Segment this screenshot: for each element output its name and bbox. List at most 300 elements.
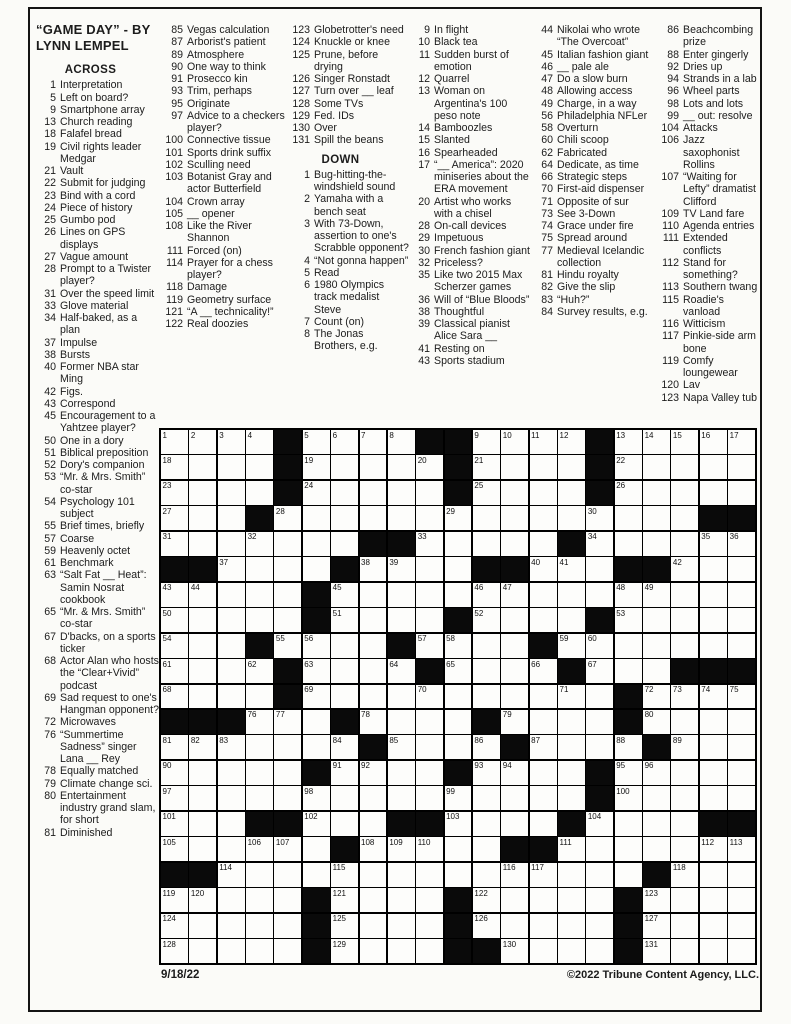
grid-cell[interactable] (586, 506, 613, 530)
grid-cell[interactable] (530, 710, 557, 734)
grid-cell[interactable] (161, 506, 188, 530)
grid-cell[interactable] (530, 608, 557, 632)
grid-cell[interactable] (360, 786, 387, 810)
grid-cell[interactable] (189, 888, 216, 912)
grid-cell[interactable] (473, 608, 500, 632)
grid-cell[interactable] (445, 685, 472, 709)
grid-cell[interactable] (530, 888, 557, 912)
grid-cell[interactable] (473, 634, 500, 658)
grid-cell[interactable] (615, 532, 642, 556)
grid-cell[interactable] (161, 812, 188, 836)
grid-cell[interactable] (218, 812, 245, 836)
grid-cell[interactable] (274, 634, 301, 658)
grid-cell[interactable] (728, 735, 755, 759)
grid-cell[interactable] (643, 583, 670, 607)
grid-cell[interactable] (473, 914, 500, 938)
grid-cell[interactable] (473, 532, 500, 556)
grid-cell[interactable] (671, 455, 698, 479)
grid-cell[interactable] (274, 532, 301, 556)
grid-cell[interactable] (246, 735, 273, 759)
grid-cell[interactable] (700, 914, 727, 938)
grid-cell[interactable] (189, 659, 216, 683)
grid-cell[interactable] (558, 608, 585, 632)
grid-cell[interactable] (501, 863, 528, 887)
grid-cell[interactable] (360, 685, 387, 709)
grid-cell[interactable] (530, 455, 557, 479)
grid-cell[interactable] (643, 786, 670, 810)
grid-cell[interactable] (360, 608, 387, 632)
grid-cell[interactable] (643, 685, 670, 709)
grid-cell[interactable] (445, 710, 472, 734)
grid-cell[interactable] (416, 557, 443, 581)
grid-cell[interactable] (331, 634, 358, 658)
grid-cell[interactable] (218, 863, 245, 887)
grid-cell[interactable] (274, 837, 301, 861)
grid-cell[interactable] (700, 939, 727, 963)
grid-cell[interactable] (218, 506, 245, 530)
grid-cell[interactable] (615, 506, 642, 530)
grid-cell[interactable] (416, 583, 443, 607)
grid-cell[interactable] (558, 557, 585, 581)
grid-cell[interactable] (246, 685, 273, 709)
grid-cell[interactable] (388, 735, 415, 759)
grid-cell[interactable] (246, 557, 273, 581)
grid-cell[interactable] (274, 583, 301, 607)
grid-cell[interactable] (331, 685, 358, 709)
grid-cell[interactable] (246, 914, 273, 938)
grid-cell[interactable] (274, 710, 301, 734)
grid-cell[interactable] (643, 659, 670, 683)
grid-cell[interactable] (643, 608, 670, 632)
grid-cell[interactable] (700, 634, 727, 658)
grid-cell[interactable] (643, 455, 670, 479)
grid-cell[interactable] (530, 761, 557, 785)
grid-cell[interactable] (558, 786, 585, 810)
grid-cell[interactable] (530, 863, 557, 887)
grid-cell[interactable] (671, 786, 698, 810)
grid-cell[interactable] (218, 481, 245, 505)
grid-cell[interactable] (388, 608, 415, 632)
grid-cell[interactable] (189, 634, 216, 658)
grid-cell[interactable] (416, 914, 443, 938)
grid-cell[interactable] (671, 812, 698, 836)
grid-cell[interactable] (161, 481, 188, 505)
grid-cell[interactable] (615, 430, 642, 454)
grid-cell[interactable] (671, 888, 698, 912)
grid-cell[interactable] (161, 455, 188, 479)
grid-cell[interactable] (586, 583, 613, 607)
grid-cell[interactable] (331, 608, 358, 632)
grid-cell[interactable] (360, 634, 387, 658)
grid-cell[interactable] (416, 481, 443, 505)
grid-cell[interactable] (274, 914, 301, 938)
grid-cell[interactable] (700, 786, 727, 810)
grid-cell[interactable] (388, 506, 415, 530)
grid-cell[interactable] (246, 430, 273, 454)
grid-cell[interactable] (530, 735, 557, 759)
grid-cell[interactable] (700, 685, 727, 709)
grid-cell[interactable] (331, 786, 358, 810)
grid-cell[interactable] (388, 455, 415, 479)
grid-cell[interactable] (303, 812, 330, 836)
grid-cell[interactable] (360, 557, 387, 581)
grid-cell[interactable] (303, 685, 330, 709)
grid-cell[interactable] (558, 506, 585, 530)
grid-cell[interactable] (360, 710, 387, 734)
grid-cell[interactable] (586, 659, 613, 683)
grid-cell[interactable] (331, 863, 358, 887)
grid-cell[interactable] (303, 659, 330, 683)
grid-cell[interactable] (728, 888, 755, 912)
grid-cell[interactable] (388, 430, 415, 454)
grid-cell[interactable] (445, 583, 472, 607)
grid-cell[interactable] (643, 532, 670, 556)
grid-cell[interactable] (671, 506, 698, 530)
grid-cell[interactable] (161, 761, 188, 785)
grid-cell[interactable] (728, 761, 755, 785)
grid-cell[interactable] (643, 710, 670, 734)
grid-cell[interactable] (388, 710, 415, 734)
grid-cell[interactable] (331, 812, 358, 836)
grid-cell[interactable] (161, 735, 188, 759)
grid-cell[interactable] (303, 634, 330, 658)
grid-cell[interactable] (558, 837, 585, 861)
grid-cell[interactable] (331, 761, 358, 785)
grid-cell[interactable] (501, 710, 528, 734)
grid-cell[interactable] (388, 583, 415, 607)
grid-cell[interactable] (700, 532, 727, 556)
grid-cell[interactable] (501, 455, 528, 479)
grid-cell[interactable] (360, 455, 387, 479)
grid-cell[interactable] (501, 812, 528, 836)
grid-cell[interactable] (728, 634, 755, 658)
grid-cell[interactable] (473, 583, 500, 607)
grid-cell[interactable] (388, 888, 415, 912)
grid-cell[interactable] (303, 506, 330, 530)
grid-cell[interactable] (586, 939, 613, 963)
grid-cell[interactable] (501, 430, 528, 454)
grid-cell[interactable] (558, 634, 585, 658)
grid-cell[interactable] (501, 888, 528, 912)
grid-cell[interactable] (445, 786, 472, 810)
grid-cell[interactable] (331, 583, 358, 607)
grid-cell[interactable] (189, 506, 216, 530)
grid-cell[interactable] (360, 863, 387, 887)
grid-cell[interactable] (303, 837, 330, 861)
grid-cell[interactable] (501, 786, 528, 810)
grid-cell[interactable] (360, 812, 387, 836)
grid-cell[interactable] (416, 634, 443, 658)
grid-cell[interactable] (416, 761, 443, 785)
grid-cell[interactable] (331, 888, 358, 912)
grid-cell[interactable] (360, 481, 387, 505)
grid-cell[interactable] (501, 532, 528, 556)
grid-cell[interactable] (671, 863, 698, 887)
grid-cell[interactable] (643, 837, 670, 861)
grid-cell[interactable] (501, 481, 528, 505)
grid-cell[interactable] (218, 914, 245, 938)
grid-cell[interactable] (360, 761, 387, 785)
grid-cell[interactable] (445, 837, 472, 861)
grid-cell[interactable] (558, 735, 585, 759)
grid-cell[interactable] (615, 481, 642, 505)
grid-cell[interactable] (189, 608, 216, 632)
grid-cell[interactable] (388, 939, 415, 963)
grid-cell[interactable] (700, 481, 727, 505)
grid-cell[interactable] (586, 837, 613, 861)
grid-cell[interactable] (161, 608, 188, 632)
grid-cell[interactable] (189, 812, 216, 836)
grid-cell[interactable] (360, 939, 387, 963)
grid-cell[interactable] (161, 583, 188, 607)
grid-cell[interactable] (246, 786, 273, 810)
grid-cell[interactable] (445, 812, 472, 836)
grid-cell[interactable] (416, 786, 443, 810)
grid-cell[interactable] (416, 506, 443, 530)
grid-cell[interactable] (189, 583, 216, 607)
grid-cell[interactable] (671, 430, 698, 454)
grid-cell[interactable] (586, 812, 613, 836)
grid-cell[interactable] (728, 710, 755, 734)
grid-cell[interactable] (218, 557, 245, 581)
grid-cell[interactable] (473, 888, 500, 912)
grid-cell[interactable] (558, 430, 585, 454)
grid-cell[interactable] (189, 786, 216, 810)
grid-cell[interactable] (643, 634, 670, 658)
grid-cell[interactable] (643, 430, 670, 454)
grid-cell[interactable] (218, 608, 245, 632)
grid-cell[interactable] (246, 837, 273, 861)
grid-cell[interactable] (218, 761, 245, 785)
grid-cell[interactable] (586, 735, 613, 759)
grid-cell[interactable] (218, 786, 245, 810)
grid-cell[interactable] (218, 634, 245, 658)
grid-cell[interactable] (246, 608, 273, 632)
grid-cell[interactable] (728, 837, 755, 861)
grid-cell[interactable] (274, 735, 301, 759)
grid-cell[interactable] (700, 455, 727, 479)
grid-cell[interactable] (161, 786, 188, 810)
grid-cell[interactable] (360, 914, 387, 938)
grid-cell[interactable] (501, 685, 528, 709)
grid-cell[interactable] (586, 634, 613, 658)
grid-cell[interactable] (360, 659, 387, 683)
grid-cell[interactable] (586, 557, 613, 581)
grid-cell[interactable] (189, 735, 216, 759)
grid-cell[interactable] (700, 583, 727, 607)
grid-cell[interactable] (558, 939, 585, 963)
grid-cell[interactable] (501, 914, 528, 938)
grid-cell[interactable] (388, 557, 415, 581)
grid-cell[interactable] (218, 939, 245, 963)
grid-cell[interactable] (416, 455, 443, 479)
grid-cell[interactable] (700, 837, 727, 861)
grid-cell[interactable] (473, 430, 500, 454)
grid-cell[interactable] (615, 786, 642, 810)
grid-cell[interactable] (388, 659, 415, 683)
grid-cell[interactable] (530, 914, 557, 938)
grid-cell[interactable] (473, 761, 500, 785)
grid-cell[interactable] (558, 583, 585, 607)
grid-cell[interactable] (161, 685, 188, 709)
grid-cell[interactable] (161, 837, 188, 861)
grid-cell[interactable] (445, 863, 472, 887)
grid-cell[interactable] (189, 761, 216, 785)
grid-cell[interactable] (303, 532, 330, 556)
grid-cell[interactable] (331, 430, 358, 454)
grid-cell[interactable] (388, 863, 415, 887)
grid-cell[interactable] (189, 455, 216, 479)
grid-cell[interactable] (303, 430, 330, 454)
grid-cell[interactable] (586, 888, 613, 912)
grid-cell[interactable] (445, 735, 472, 759)
grid-cell[interactable] (615, 837, 642, 861)
grid-cell[interactable] (303, 786, 330, 810)
grid-cell[interactable] (416, 608, 443, 632)
grid-cell[interactable] (615, 634, 642, 658)
grid-cell[interactable] (218, 735, 245, 759)
grid-cell[interactable] (246, 455, 273, 479)
grid-cell[interactable] (388, 761, 415, 785)
grid-cell[interactable] (473, 481, 500, 505)
grid-cell[interactable] (161, 914, 188, 938)
grid-cell[interactable] (671, 710, 698, 734)
grid-cell[interactable] (728, 685, 755, 709)
grid-cell[interactable] (643, 914, 670, 938)
grid-cell[interactable] (388, 481, 415, 505)
grid-cell[interactable] (501, 506, 528, 530)
grid-cell[interactable] (274, 557, 301, 581)
grid-cell[interactable] (274, 863, 301, 887)
grid-cell[interactable] (728, 583, 755, 607)
grid-cell[interactable] (671, 634, 698, 658)
grid-cell[interactable] (246, 939, 273, 963)
grid-cell[interactable] (728, 532, 755, 556)
grid-cell[interactable] (331, 939, 358, 963)
grid-cell[interactable] (615, 583, 642, 607)
grid-cell[interactable] (728, 481, 755, 505)
grid-cell[interactable] (416, 685, 443, 709)
grid-cell[interactable] (303, 735, 330, 759)
grid-cell[interactable] (161, 939, 188, 963)
grid-cell[interactable] (530, 659, 557, 683)
grid-cell[interactable] (671, 761, 698, 785)
grid-cell[interactable] (189, 914, 216, 938)
grid-cell[interactable] (189, 532, 216, 556)
grid-cell[interactable] (303, 863, 330, 887)
grid-cell[interactable] (445, 659, 472, 683)
grid-cell[interactable] (700, 710, 727, 734)
grid-cell[interactable] (700, 430, 727, 454)
grid-cell[interactable] (416, 532, 443, 556)
grid-cell[interactable] (700, 608, 727, 632)
grid-cell[interactable] (643, 761, 670, 785)
grid-cell[interactable] (530, 939, 557, 963)
grid-cell[interactable] (530, 532, 557, 556)
grid-cell[interactable] (558, 761, 585, 785)
grid-cell[interactable] (671, 914, 698, 938)
grid-cell[interactable] (388, 786, 415, 810)
grid-cell[interactable] (643, 481, 670, 505)
grid-cell[interactable] (728, 786, 755, 810)
grid-cell[interactable] (615, 863, 642, 887)
grid-cell[interactable] (643, 939, 670, 963)
grid-cell[interactable] (473, 863, 500, 887)
grid-cell[interactable] (360, 506, 387, 530)
grid-cell[interactable] (615, 455, 642, 479)
grid-cell[interactable] (700, 888, 727, 912)
grid-cell[interactable] (615, 812, 642, 836)
grid-cell[interactable] (274, 761, 301, 785)
grid-cell[interactable] (501, 634, 528, 658)
grid-cell[interactable] (189, 481, 216, 505)
grid-cell[interactable] (615, 761, 642, 785)
grid-cell[interactable] (671, 939, 698, 963)
grid-cell[interactable] (218, 685, 245, 709)
grid-cell[interactable] (416, 863, 443, 887)
grid-cell[interactable] (671, 557, 698, 581)
grid-cell[interactable] (360, 430, 387, 454)
grid-cell[interactable] (246, 761, 273, 785)
grid-cell[interactable] (331, 659, 358, 683)
grid-cell[interactable] (445, 532, 472, 556)
grid-cell[interactable] (445, 557, 472, 581)
grid-cell[interactable] (473, 506, 500, 530)
grid-cell[interactable] (643, 506, 670, 530)
grid-cell[interactable] (728, 939, 755, 963)
grid-cell[interactable] (161, 532, 188, 556)
grid-cell[interactable] (671, 608, 698, 632)
grid-cell[interactable] (388, 685, 415, 709)
grid-cell[interactable] (473, 735, 500, 759)
grid-cell[interactable] (189, 430, 216, 454)
grid-cell[interactable] (473, 659, 500, 683)
grid-cell[interactable] (700, 557, 727, 581)
grid-cell[interactable] (728, 914, 755, 938)
grid-cell[interactable] (501, 659, 528, 683)
grid-cell[interactable] (161, 430, 188, 454)
grid-cell[interactable] (416, 710, 443, 734)
grid-cell[interactable] (530, 481, 557, 505)
grid-cell[interactable] (331, 532, 358, 556)
grid-cell[interactable] (274, 939, 301, 963)
grid-cell[interactable] (728, 557, 755, 581)
grid-cell[interactable] (586, 863, 613, 887)
grid-cell[interactable] (586, 532, 613, 556)
grid-cell[interactable] (671, 735, 698, 759)
grid-cell[interactable] (246, 863, 273, 887)
grid-cell[interactable] (246, 659, 273, 683)
grid-cell[interactable] (558, 481, 585, 505)
grid-cell[interactable] (530, 685, 557, 709)
grid-cell[interactable] (530, 786, 557, 810)
grid-cell[interactable] (388, 914, 415, 938)
grid-cell[interactable] (671, 481, 698, 505)
grid-cell[interactable] (700, 761, 727, 785)
grid-cell[interactable] (360, 583, 387, 607)
grid-cell[interactable] (728, 863, 755, 887)
grid-cell[interactable] (274, 506, 301, 530)
grid-cell[interactable] (473, 837, 500, 861)
grid-cell[interactable] (303, 557, 330, 581)
grid-cell[interactable] (530, 583, 557, 607)
grid-cell[interactable] (274, 888, 301, 912)
grid-cell[interactable] (445, 634, 472, 658)
grid-cell[interactable] (671, 583, 698, 607)
grid-cell[interactable] (416, 735, 443, 759)
grid-cell[interactable] (189, 939, 216, 963)
grid-cell[interactable] (161, 659, 188, 683)
